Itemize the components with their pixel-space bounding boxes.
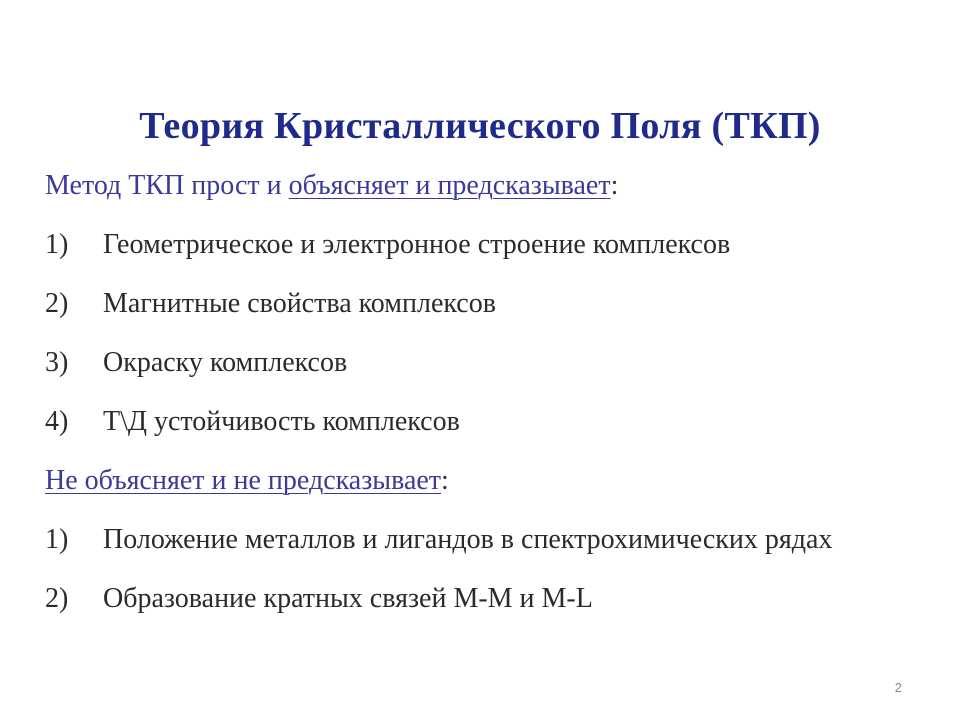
list-item [45, 406, 460, 438]
list-item-number: 3) [45, 347, 69, 378]
list-item-text: Т\Д устойчивость комплексов [103, 406, 460, 437]
section-heading-colon: : [610, 170, 619, 201]
list-item-number: 2) [45, 288, 69, 319]
list-item-text: Окраску комплексов [103, 347, 348, 378]
list-item-number: 1) [45, 524, 69, 555]
slide-title: Теория Кристаллического Поля (ТКП) [139, 105, 821, 147]
list-item [45, 347, 347, 379]
section-heading-prefix: Метод ТКП прост и [45, 170, 289, 201]
list-item-text: Магнитные свойства комплексов [103, 288, 496, 319]
list-item-text: Положение металлов и лигандов в спектрохимических рядах [103, 524, 833, 555]
list-item [45, 583, 593, 615]
list-item-number: 4) [45, 406, 69, 437]
section-heading-explains [45, 170, 618, 202]
section-heading-underlined: Не объясняет и не предсказывает [45, 465, 442, 496]
section-heading-not-explains [45, 465, 449, 497]
section-heading-underlined: объясняет и предсказывает [288, 170, 611, 201]
page-number: 2 [894, 680, 902, 695]
list-item-number: 2) [45, 583, 69, 614]
list-item-number: 1) [45, 229, 69, 260]
list-item-text: Геометрическое и электронное строение комплексов [103, 229, 731, 260]
list-item [45, 524, 832, 556]
section-heading-colon: : [441, 465, 449, 496]
list-item [45, 288, 496, 320]
list-item [45, 229, 730, 261]
list-item-text: Образование кратных связей M-M и M-L [103, 583, 593, 614]
